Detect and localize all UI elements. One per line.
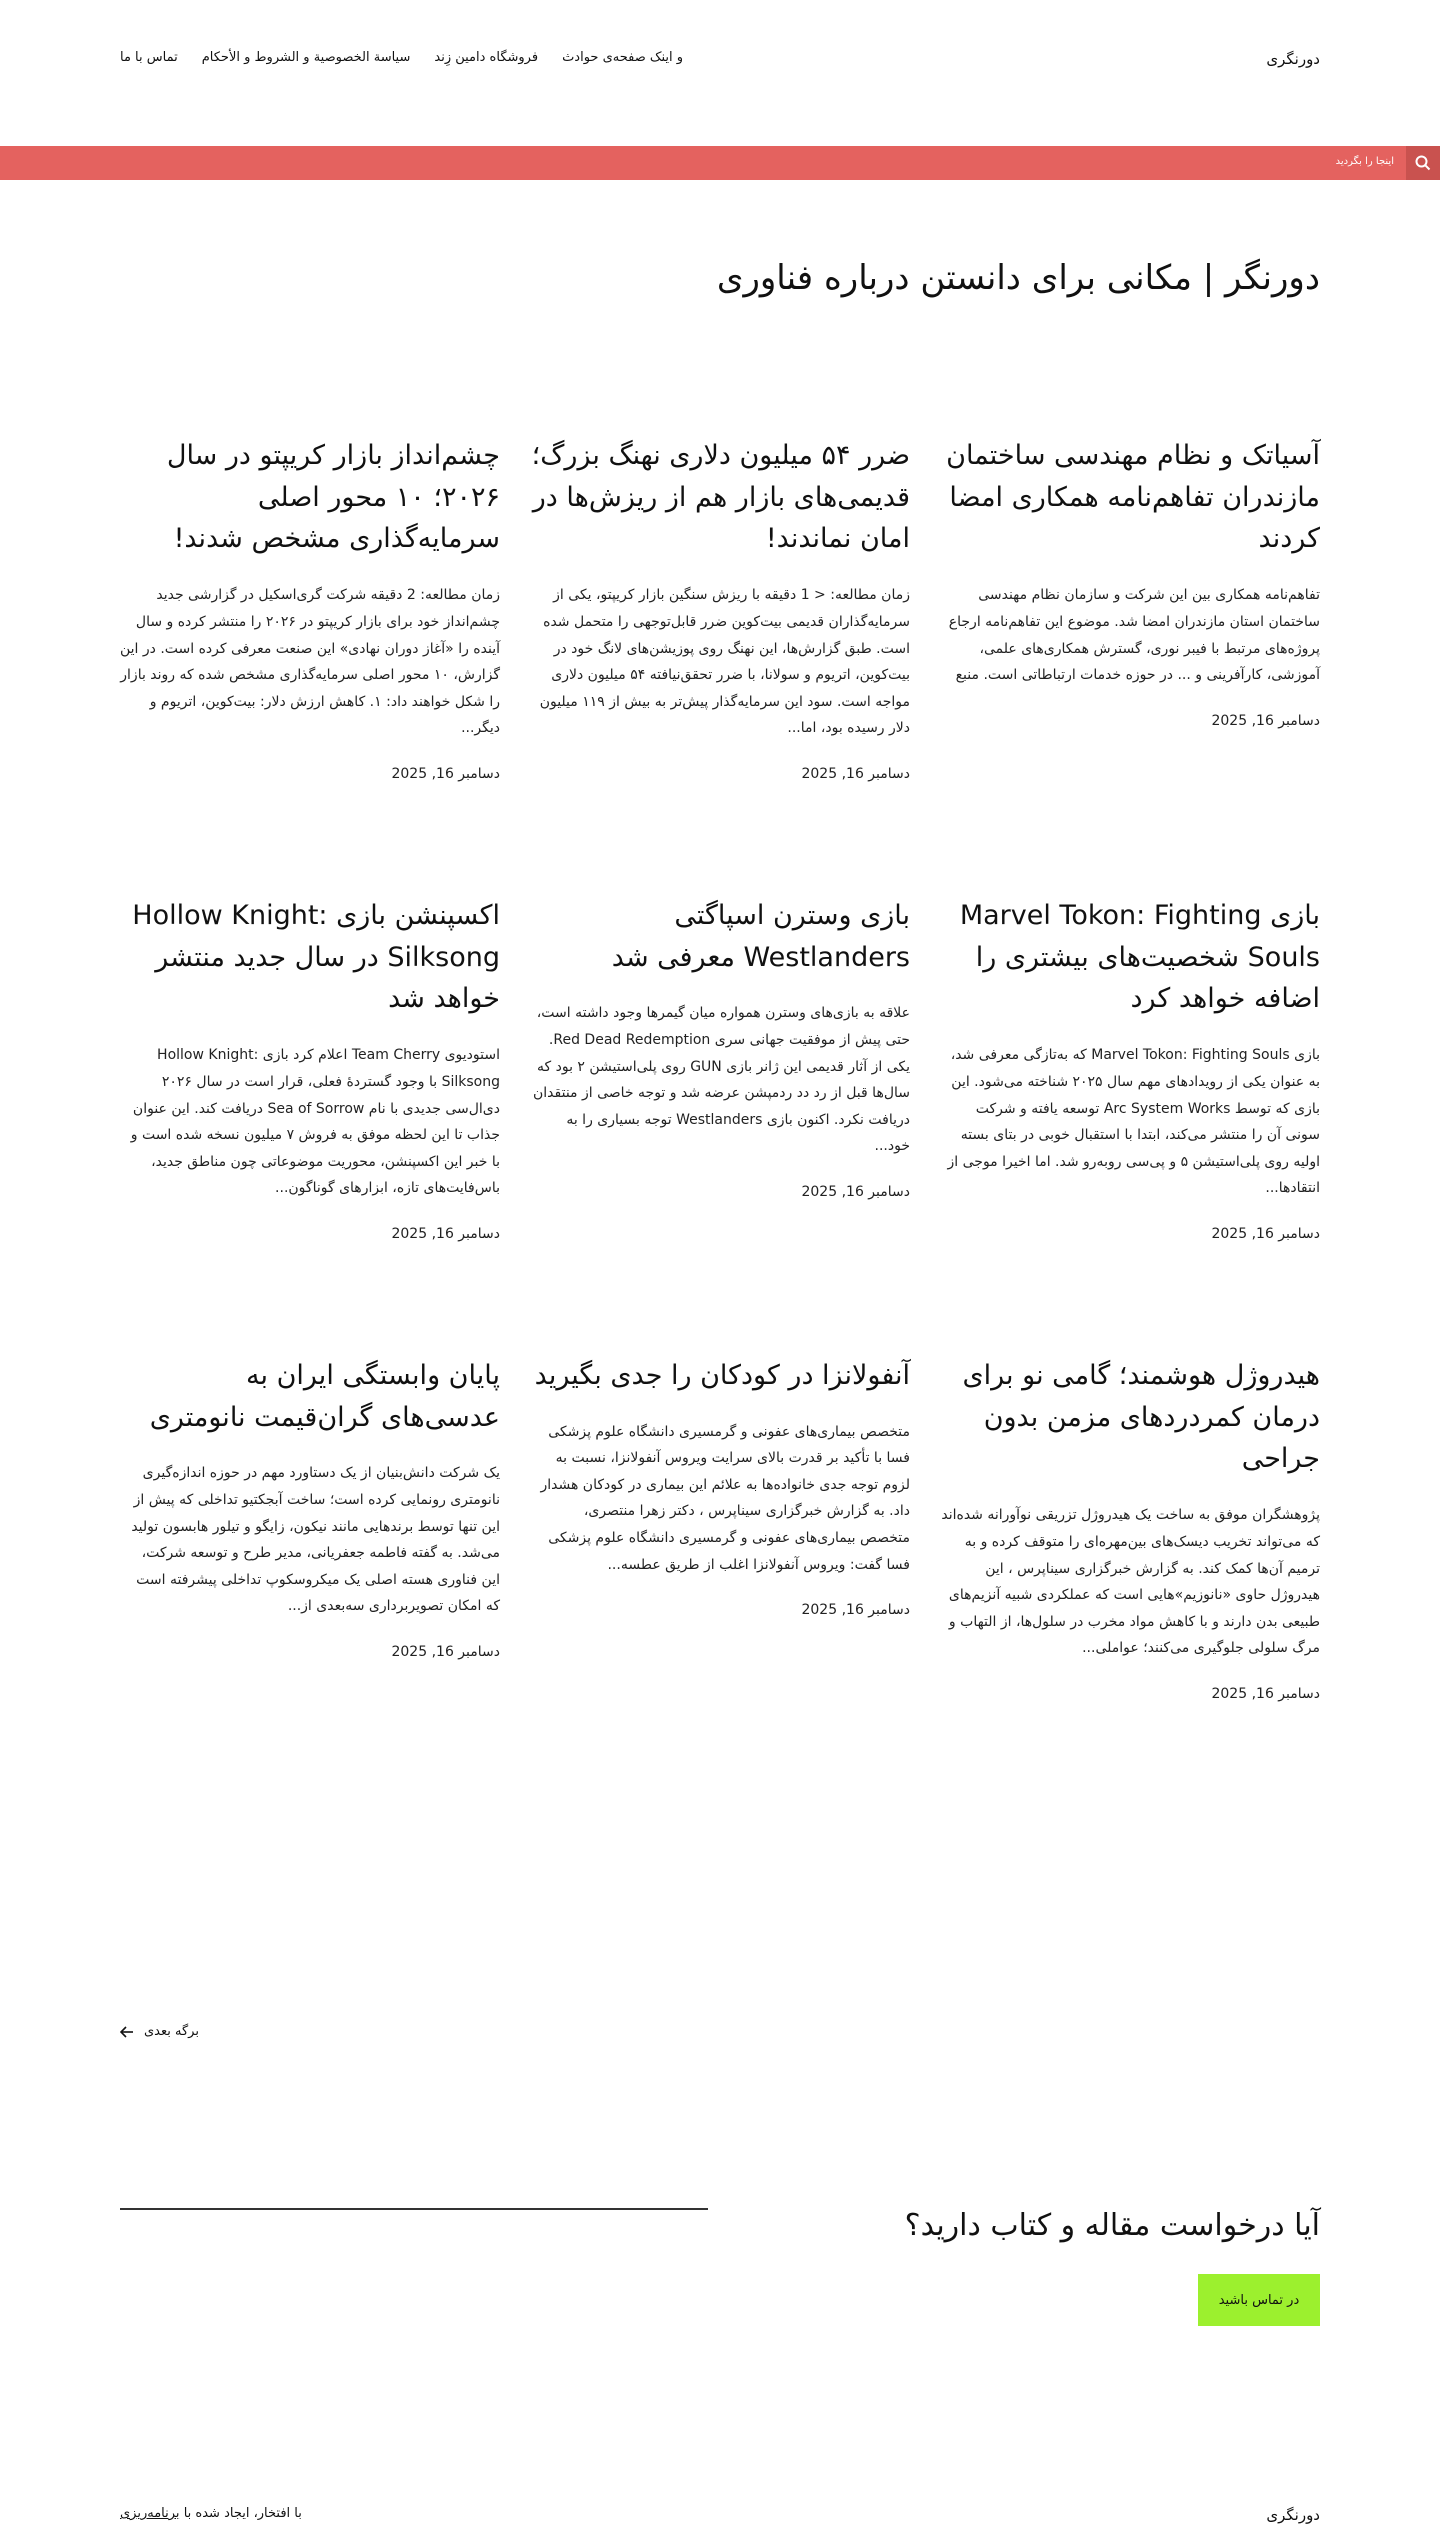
post-date: دسامبر 16, 2025 <box>391 1644 500 1661</box>
post-title[interactable]: بازی وسترن اسپاگتی Westlanders معرفی شد <box>611 899 910 973</box>
page-title: دورنگر | مکانی برای دانستن درباره فناوری <box>716 258 1320 298</box>
post-title[interactable]: آسیاتک و نظام مهندسی ساختمان مازندران تفاهم‌نامه همکاری امضا کردند <box>946 439 1320 555</box>
top-nav <box>120 50 683 65</box>
post-date: دسامبر 16, 2025 <box>1211 1685 1320 1702</box>
next-page-link[interactable] <box>120 2024 199 2039</box>
contact-button[interactable]: در تماس باشید <box>1198 2274 1320 2326</box>
contact-section <box>120 2208 1320 2328</box>
next-page-label[interactable]: برگه بعدی <box>144 2024 199 2039</box>
footer-credit <box>120 2506 302 2521</box>
post-date: دسامبر 16, 2025 <box>391 765 500 782</box>
post-card <box>530 1355 910 1775</box>
post-title[interactable]: اکسپنشن بازی Hollow Knight: Silksong در سال جدید منتشر خواهد شد <box>132 899 500 1015</box>
post-card <box>120 435 500 855</box>
post-excerpt: علاقه به بازی‌های وسترن همواره میان گیمرها وجود داشته است، حتی پیش از موفقیت جهانی سری Red Dead Redemption. یکی از آثار قدیمی این ژانر بازی GUN روی پلی‌استیشن ۲ بود که سال‌ها قبل از رد دد ردمپشن عرضه شد و توجه خاصی از منتقدان دریافت نکرد. اکنون بازی Westlanders توجه بسیاری را به خود... <box>533 1005 910 1155</box>
footer-site-title[interactable]: دورنگری <box>1266 2506 1320 2524</box>
nav-item-shop[interactable]: فروشگاه دامین زِند <box>434 50 539 65</box>
search-button[interactable] <box>1406 146 1440 180</box>
post-excerpt: یک شرکت دانش‌بنیان از یک دستاورد مهم در حوزه اندازه‌گیری نانومتری رونمایی کرده است؛ ساخت آبجکتیو تداخلی که پیش از این تنها توسط برندهایی مانند نیکون، زایگو و تیلور هابسون تولید می‌شد. به گفته فاطمه جعفریانی، مدیر طرح و توسعه شرکت، این فناوری هسته اصلی یک میکروسکوپ تداخلی پیشرفته است که امکان تصویربرداری سه‌بعدی از... <box>131 1465 500 1615</box>
site-header <box>120 0 1320 146</box>
search-bar <box>0 146 1440 180</box>
post-date: دسامبر 16, 2025 <box>801 1184 910 1201</box>
site-title-link[interactable]: دورنگری <box>1266 50 1320 68</box>
post-title[interactable]: هیدروژل هوشمند؛ گامی نو برای درمان کمردردهای مزمن بدون جراحی <box>962 1359 1320 1475</box>
search-label[interactable]: اینجا را بگردید <box>1335 156 1394 167</box>
post-card <box>940 895 1320 1315</box>
post-card <box>120 895 500 1315</box>
post-title[interactable]: ضرر ۵۴ میلیون دلاری نهنگ بزرگ؛ قدیمی‌های بازار هم از ریزش‌ها در امان نماندند! <box>531 439 910 555</box>
post-excerpt: بازی Marvel Tokon: Fighting Souls که به‌تازگی معرفی شد، به عنوان یکی از رویدادهای مهم سال ۲۰۲۵ شناخته می‌شود. این بازی که توسط Arc System Works توسعه یافته و شرکت سونی آن را منتشر می‌کند، ابتدا با استقبال خوبی در بتای بسته اولیه روی پلی‌استیشن ۵ و پی‌سی روبه‌رو شد. اما اخیرا موجی از انتقادها... <box>947 1047 1320 1197</box>
contact-heading: آیا درخواست مقاله و کتاب دارید؟ <box>904 2208 1320 2243</box>
post-grid <box>120 435 1320 1815</box>
post-card <box>530 895 910 1315</box>
main-content <box>120 258 1320 2528</box>
post-title[interactable]: آنفولانزا در کودکان را جدی بگیرید <box>534 1359 910 1391</box>
post-excerpt: زمان مطالعه: < 1 دقیقه با ریزش سنگین بازار کریپتو، یکی از سرمایه‌گذاران قدیمی بیت‌کوین ضرر قابل‌توجهی را متحمل شده است. طبق گزارش‌ها، این نهنگ روی پوزیشن‌های لانگ خود در بیت‌کوین، اتریوم و سولانا، با ضرر تحقق‌نیافته ۵۴ میلیون دلاری مواجه است. سود این سرمایه‌گذار پیش‌تر به بیش از ۱۱۹ میلیون دلار رسیده بود، اما... <box>539 587 910 737</box>
post-date: دسامبر 16, 2025 <box>391 1225 500 1242</box>
post-excerpt: زمان مطالعه: 2 دقیقه شرکت گری‌اسکیل در گزارشی جدید چشم‌انداز خود برای بازار کریپتو در ۲۰۲۶ را منتشر کرده و سال آینده را «آغاز دوران نهادی» این صنعت معرفی کرده است. در این گزارش، ۱۰ محور اصلی سرمایه‌گذاری مشخص شده که روند بازار را شکل خواهند داد: ۱. کاهش ارزش دلار: بیت‌کوین، اتریوم و دیگر... <box>119 587 500 737</box>
post-excerpt: تفاهم‌نامه همکاری بین این شرکت و سازمان نظام مهندسی ساختمان استان مازندران امضا شد. موضوع این تفاهم‌نامه ارجاع پروژه‌های مرتبط با فیبر نوری، گسترش همکاری‌های علمی، آموزشی، کارآفرینی و ... در حوزه خدمات ارتباطاتی است. منبع <box>948 587 1320 684</box>
post-excerpt: استودیوی Team Cherry اعلام کرد بازی Hollow Knight: Silksong با وجود گستردهٔ فعلی، قرار است در سال ۲۰۲۶ دی‌ال‌سی جدیدی با نام Sea of Sorrow دریافت کند. این عنوان جذاب تا این لحظه موفق به فروش ۷ میلیون نسخه شده است و با خبر این اکسپنشن، محوریت موضوعاتی چون مناطق جدید، باس‌فایت‌های تازه، ابزارهای گوناگون... <box>130 1047 500 1197</box>
nav-item-privacy[interactable]: سیاسة الخصوصیة و الشروط و الأحکام <box>201 50 411 65</box>
post-title[interactable]: پایان وابستگی ایران به عدسی‌های گران‌قیمت نانومتری <box>149 1359 500 1433</box>
post-title[interactable]: چشم‌انداز بازار کریپتو در سال ۲۰۲۶؛ ۱۰ محور اصلی سرمایه‌گذاری مشخص شدند! <box>166 439 500 555</box>
nav-item-events[interactable]: و اینک صفحه‌ی حوادث <box>562 50 684 65</box>
post-date: دسامبر 16, 2025 <box>1211 712 1320 729</box>
post-date: دسامبر 16, 2025 <box>801 765 910 782</box>
post-card <box>940 435 1320 855</box>
post-excerpt: پژوهشگران موفق به ساخت یک هیدروژل تزریقی نوآورانه شده‌اند که می‌تواند تخریب دیسک‌های بین‌مهره‌ای را متوقف کرده و به ترمیم آن‌ها کمک کند. به گزارش خبرگزاری سیناپرس ، این هیدروژل حاوی «نانوزیم»هایی است که عملکردی شبیه آنزیم‌های طبیعی بدن دارند و با کاهش مواد مخرب در سلول‌ها، از التهاب و مرگ سلولی جلوگیری می‌کنند؛ عواملی... <box>941 1507 1320 1657</box>
post-title[interactable]: بازی Marvel Tokon: Fighting Souls شخصیت‌های بیشتری را اضافه خواهد کرد <box>959 899 1320 1015</box>
post-card <box>940 1355 1320 1775</box>
post-date: دسامبر 16, 2025 <box>801 1602 910 1619</box>
post-excerpt: متخصص بیماری‌های عفونی و گرمسیری دانشگاه علوم پزشکی فسا با تأکید بر قدرت بالای سرایت ویروس آنفولانزا، نسبت به لزوم توجه جدی خانواده‌ها به علائم این بیماری در کودکان هشدار داد. به گزارش خبرگزاری سیناپرس ، دکتر زهرا منتصری، متخصص بیماری‌های عفونی و گرمسیری دانشگاه علوم پزشکی فسا گفت: ویروس آنفولانزا اغلب از طریق عطسه... <box>540 1423 910 1573</box>
nav-item-contact[interactable]: تماس با ما <box>120 50 178 65</box>
footer-credit-link[interactable]: برنامه‌ریزی <box>120 2506 180 2521</box>
post-card <box>120 1355 500 1775</box>
arrow-left-icon <box>120 2026 134 2038</box>
post-date: دسامبر 16, 2025 <box>1211 1225 1320 1242</box>
divider <box>120 2208 708 2210</box>
post-card <box>530 435 910 855</box>
search-icon <box>1415 155 1431 171</box>
footer-credit-text: با افتخار، ایجاد شده با <box>183 2506 302 2521</box>
